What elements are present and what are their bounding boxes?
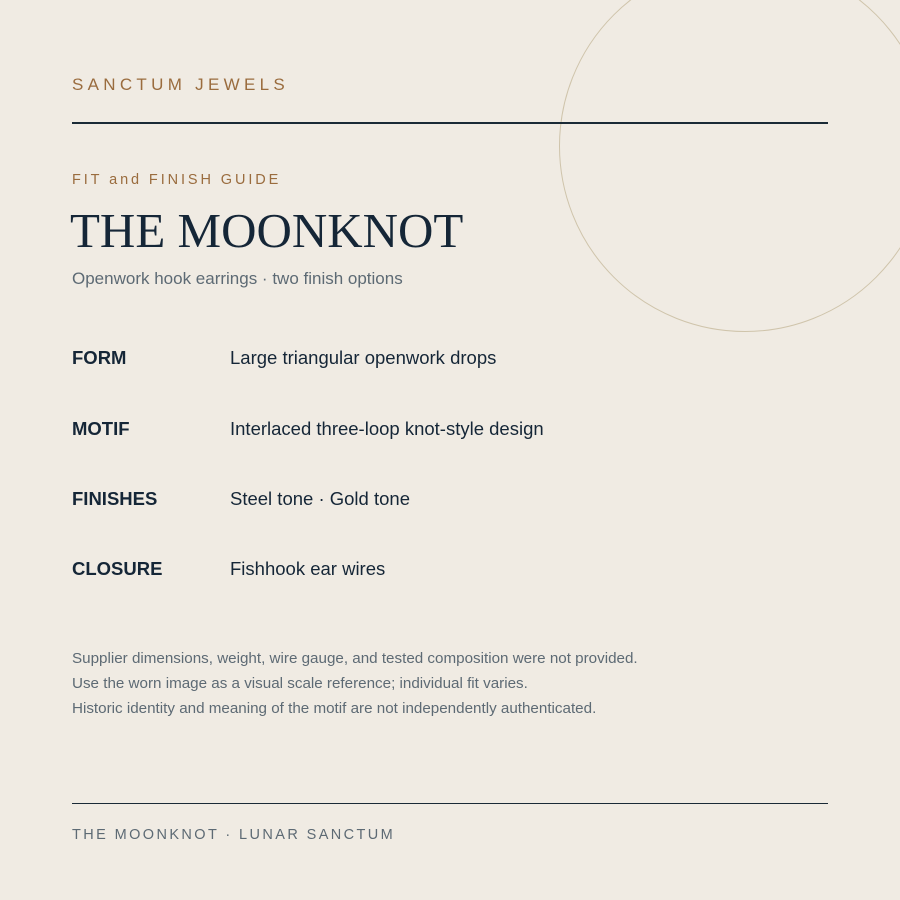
spec-label: FINISHES (72, 488, 158, 509)
brand-name: SANCTUM JEWELS (72, 75, 289, 94)
spec-row-form (72, 347, 828, 373)
spec-label: MOTIF (72, 418, 130, 439)
footer-text: THE MOONKNOT · LUNAR SANCTUM (72, 827, 396, 843)
disclaimer-notes (72, 646, 828, 721)
spec-row-finishes (72, 488, 828, 514)
guide-eyebrow: FIT and FINISH GUIDE (72, 172, 282, 188)
header-divider (72, 122, 828, 124)
spec-row-motif (72, 418, 828, 444)
footer-divider (72, 803, 828, 804)
note-line: Supplier dimensions, weight, wire gauge, and tested composition were not provided. (72, 650, 638, 667)
spec-row-closure (72, 558, 828, 584)
spec-label: FORM (72, 347, 127, 368)
note-line: Use the worn image as a visual scale reference; individual fit varies. (72, 675, 528, 692)
spec-label: CLOSURE (72, 558, 163, 579)
note-line: Historic identity and meaning of the motif are not independently authenticated. (72, 700, 597, 717)
decorative-circle (559, 0, 900, 332)
spec-value: Interlaced three-loop knot-style design (230, 418, 544, 439)
spec-value: Fishhook ear wires (230, 558, 386, 579)
page-subtitle: Openwork hook earrings · two finish options (72, 269, 403, 288)
spec-value: Steel tone · Gold tone (230, 488, 410, 509)
spec-value: Large triangular openwork drops (230, 347, 497, 368)
page-title: THE MOONKNOT (70, 203, 464, 258)
